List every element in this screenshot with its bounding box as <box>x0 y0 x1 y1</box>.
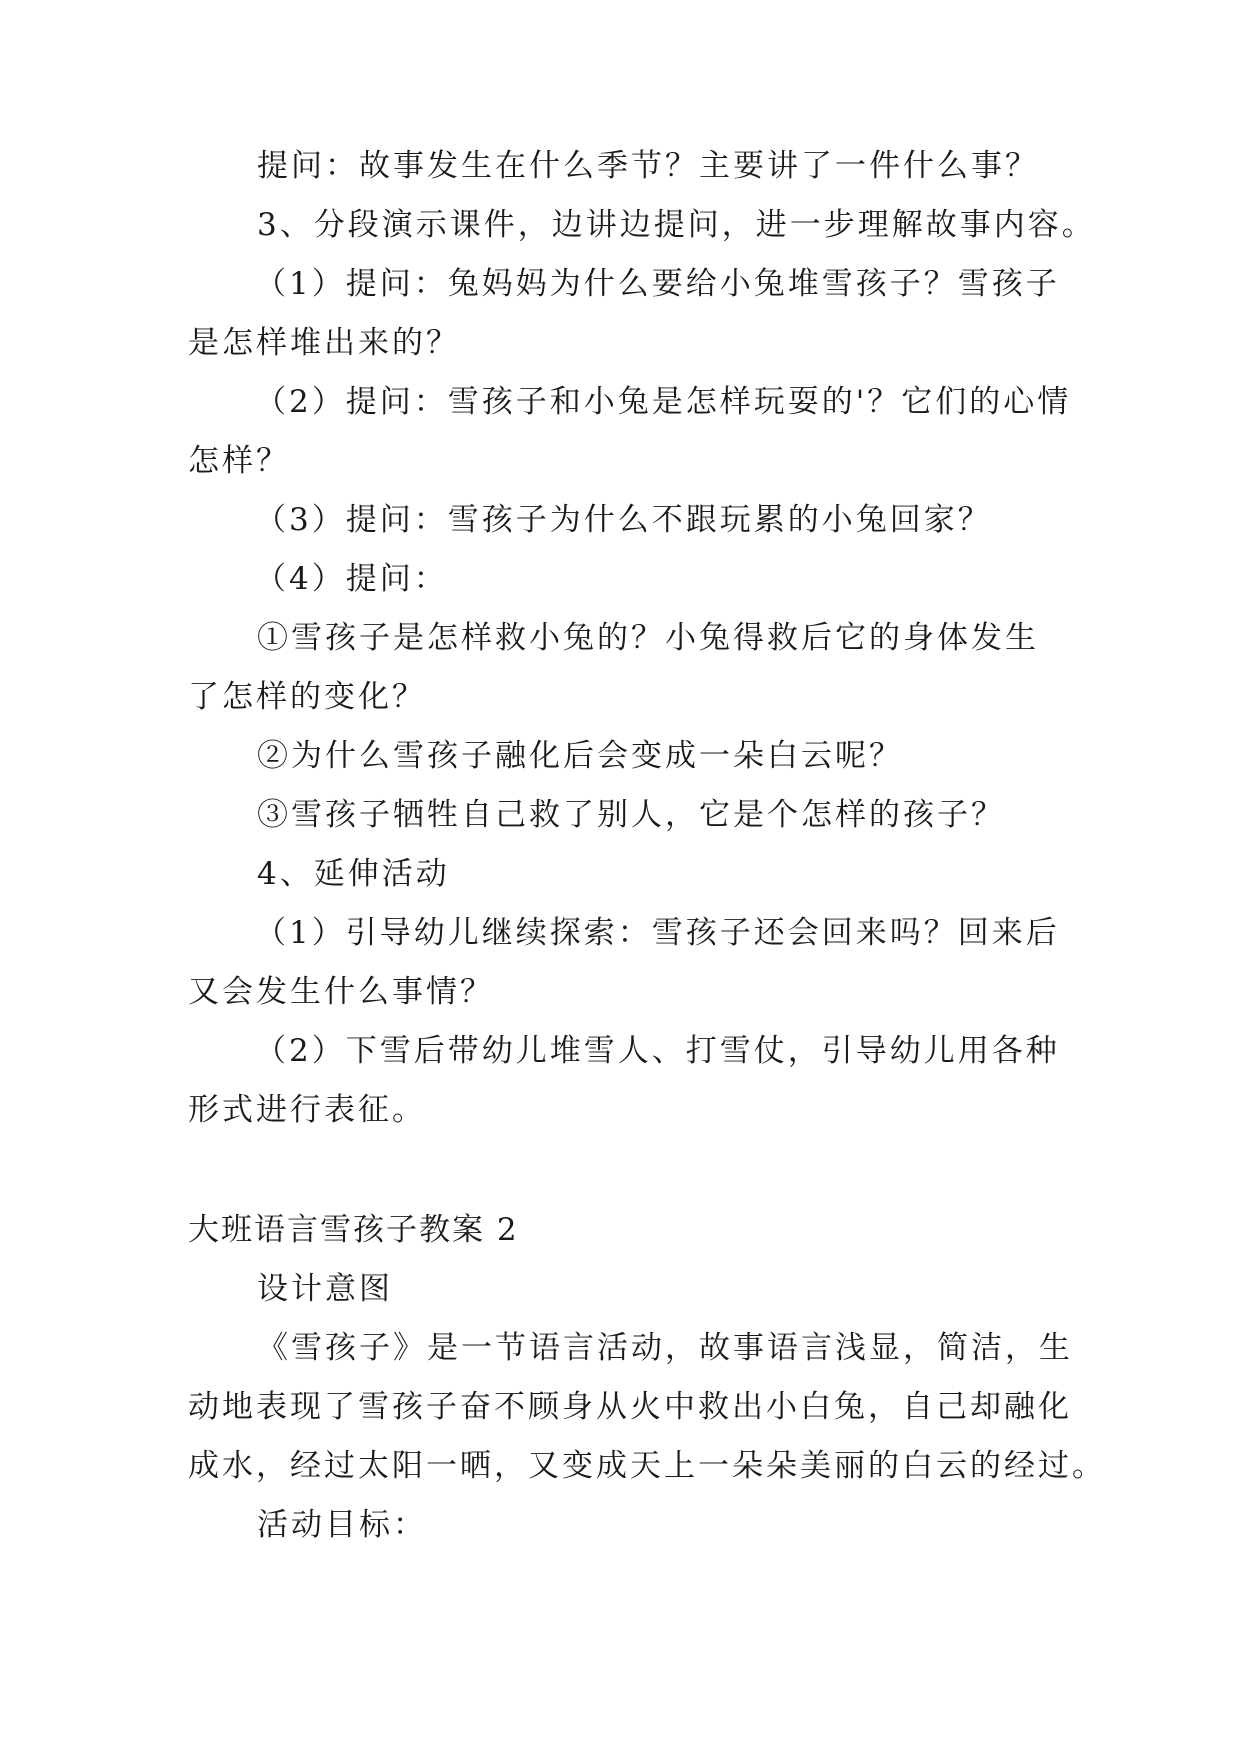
paragraph-line: （4）提问： <box>255 561 448 597</box>
paragraph-line: （3）提问：雪孩子为什么不跟玩累的小兔回家？ <box>255 502 992 538</box>
paragraph-line: 形式进行表征。 <box>188 1092 426 1128</box>
section-line: 3、分段演示课件，边讲边提问，进一步理解故事内容。 <box>257 207 1096 243</box>
paragraph-line: 又会发生什么事情？ <box>188 974 494 1010</box>
paragraph-line: 是怎样堆出来的？ <box>188 325 460 361</box>
paragraph-line: 动地表现了雪孩子奋不顾身从火中救出小白兔，自己却融化 <box>188 1389 1072 1425</box>
section-line: 活动目标： <box>257 1507 427 1543</box>
section-line: 4、延伸活动 <box>257 856 450 892</box>
paragraph-line: （2）提问：雪孩子和小兔是怎样玩耍的'？它们的心情 <box>255 384 1072 420</box>
paragraph-line: 成水，经过太阳一晒，又变成天上一朵朵美丽的白云的经过。 <box>188 1448 1106 1484</box>
paragraph-line: 《雪孩子》是一节语言活动，故事语言浅显，简洁，生 <box>257 1330 1073 1366</box>
document-heading: 大班语言雪孩子教案 2 <box>188 1212 519 1248</box>
paragraph-line: 了怎样的变化？ <box>188 679 426 715</box>
paragraph-line: 提问：故事发生在什么季节？主要讲了一件什么事？ <box>257 148 1039 184</box>
paragraph-line: （1）引导幼儿继续探索：雪孩子还会回来吗？回来后 <box>255 915 1060 951</box>
paragraph-line: ②为什么雪孩子融化后会变成一朵白云呢？ <box>257 738 903 774</box>
paragraph-line: ③雪孩子牺牲自己救了别人，它是个怎样的孩子？ <box>257 797 1005 833</box>
section-line: 设计意图 <box>257 1271 393 1307</box>
paragraph-line: 怎样？ <box>188 443 290 479</box>
paragraph-line: （2）下雪后带幼儿堆雪人、打雪仗，引导幼儿用各种 <box>255 1033 1060 1069</box>
paragraph-line: （1）提问：兔妈妈为什么要给小兔堆雪孩子？雪孩子 <box>255 266 1060 302</box>
paragraph-line: ①雪孩子是怎样救小兔的？小兔得救后它的身体发生 <box>257 620 1039 656</box>
